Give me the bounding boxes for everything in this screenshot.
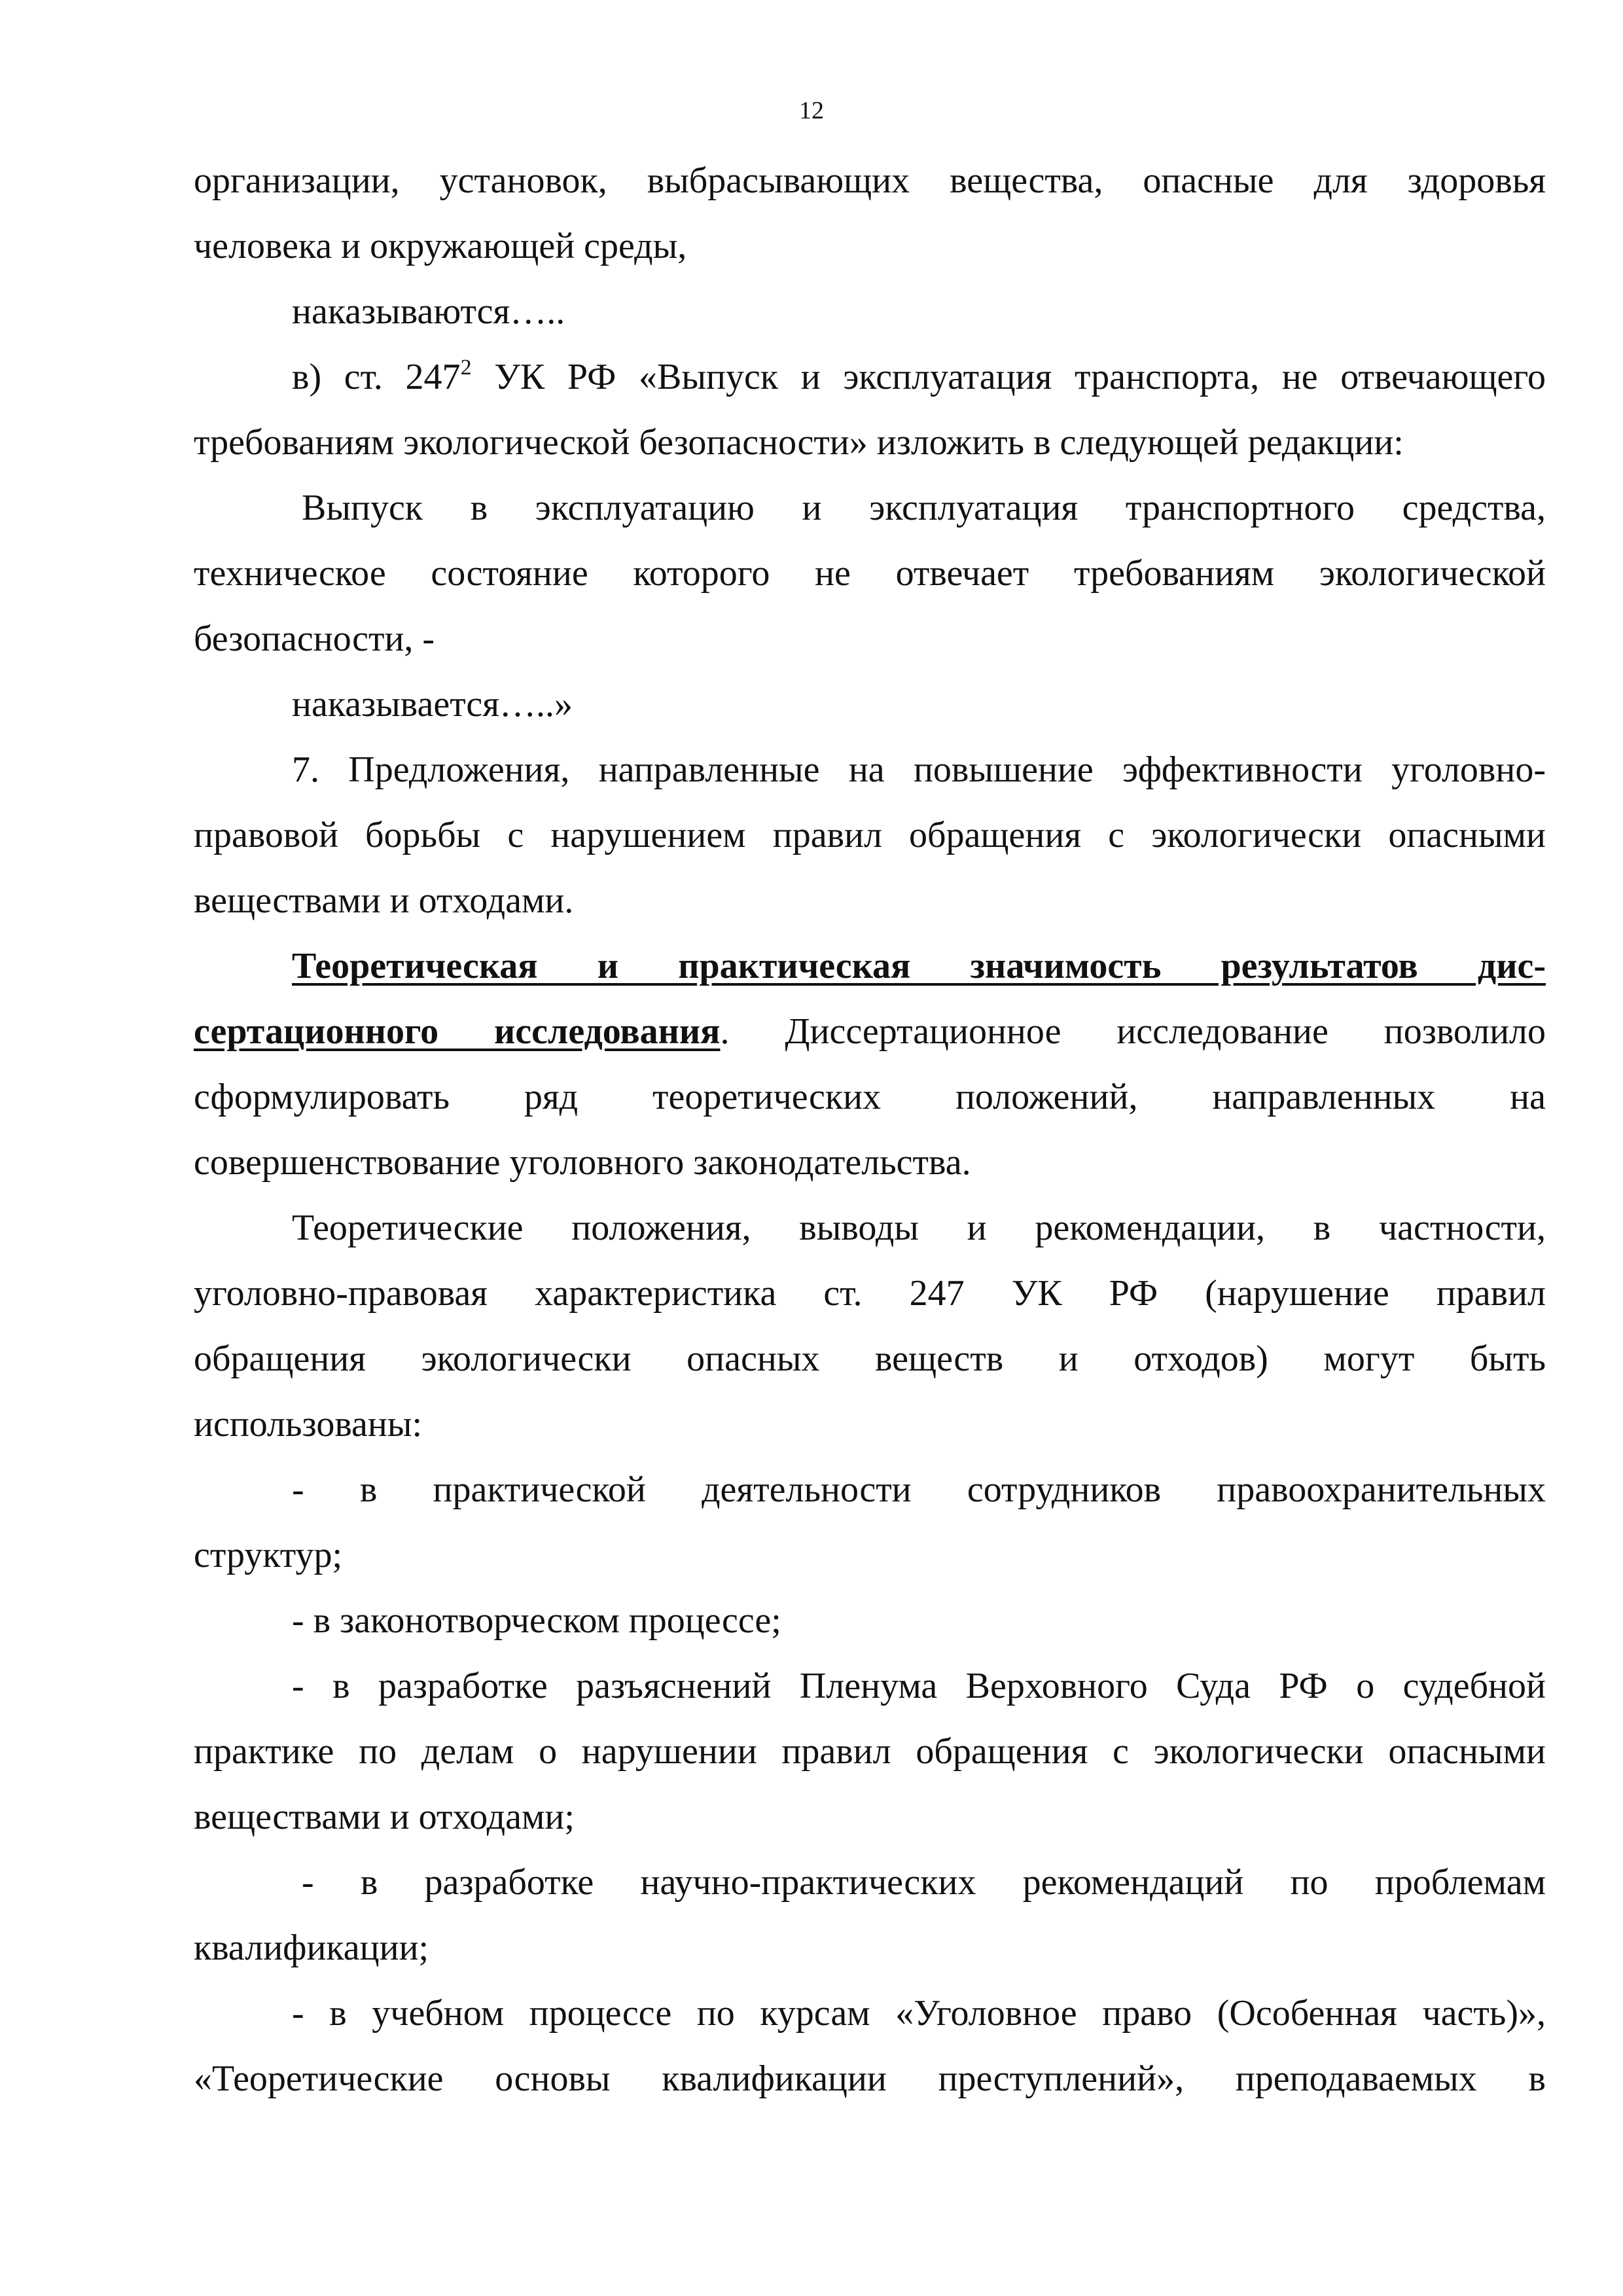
article-ref: в) ст. 247	[292, 357, 461, 397]
text-line	[194, 999, 1546, 1064]
document-body	[194, 148, 1546, 2111]
text-line: человека и окружающей среды,	[194, 226, 687, 266]
article-title: УК РФ «Выпуск и эксплуатация транспорта, не отвечающего	[471, 357, 1546, 397]
list-item-lawmaking	[194, 1588, 1546, 1653]
text-line: уголовно-правовая характеристика ст. 247 УК РФ (нарушение правил	[194, 1273, 1546, 1314]
text-line: практике по делам о нарушении правил обращения с экологически опасными	[194, 1731, 1546, 1772]
paragraph-organizations	[194, 148, 1546, 279]
paragraph-theoretical-provisions	[194, 1195, 1546, 1457]
section-heading: Теоретическая и практическая значимость результатов дис-	[292, 946, 1546, 986]
paragraph-article-247-2	[194, 344, 1546, 475]
paragraph-proposal-7	[194, 737, 1546, 933]
paragraph-release-transport	[194, 475, 1546, 672]
text-line: организации, установок, выбрасывающих вещества, опасные для здоровья	[194, 160, 1546, 201]
text-line: - в законотворческом процессе;	[292, 1600, 781, 1641]
text-line: обращения экологически опасных веществ и отходов) могут быть	[194, 1338, 1546, 1379]
text-line: - в практической деятельности сотрудников правоохранительных	[292, 1469, 1546, 1510]
text-line: - в учебном процессе по курсам «Уголовное право (Особенная часть)»,	[292, 1993, 1546, 2034]
text-line: требованиям экологической безопасности» изложить в следующей редакции:	[194, 422, 1404, 463]
text-line: наказываются…..	[292, 291, 565, 332]
paragraph-punishment-2	[194, 672, 1546, 737]
article-superscript: 2	[460, 355, 472, 380]
text-line: правовой борьбы с нарушением правил обращения с экологически опасными	[194, 815, 1546, 855]
text-line: сформулировать ряд теоретических положений, направленных на	[194, 1077, 1546, 1117]
text-line: наказывается…..»	[292, 684, 573, 725]
text-line: Теоретические положения, выводы и рекомендации, в частности,	[292, 1208, 1546, 1248]
paragraph-punishment-1	[194, 279, 1546, 344]
page-number: 12	[799, 97, 824, 124]
list-item-practice	[194, 1457, 1546, 1588]
list-item-plenum	[194, 1653, 1546, 1850]
text-line: структур;	[194, 1535, 343, 1575]
list-item-education	[194, 1981, 1546, 2111]
text-line: - в разработке научно-практических рекомендаций по проблемам	[302, 1862, 1546, 1903]
text-line: веществами и отходами;	[194, 1797, 575, 1837]
text-line: безопасности, -	[194, 619, 435, 659]
paragraph-significance	[194, 933, 1546, 1195]
text-line: - в разработке разъяснений Пленума Верховного Суда РФ о судебной	[292, 1666, 1546, 1706]
text-line: совершенствование уголовного законодательства.	[194, 1142, 971, 1183]
text-line: квалификации;	[194, 1928, 429, 1968]
section-heading-continuation: сертационного исследования	[194, 1011, 721, 1052]
list-item-recommendations	[194, 1850, 1546, 1981]
text-line	[194, 344, 1546, 410]
text-line: 7. Предложения, направленные на повышение эффективности уголовно-	[292, 749, 1546, 790]
text-line: «Теоретические основы квалификации преступлений», преподаваемых в	[194, 2058, 1546, 2099]
text-line: использованы:	[194, 1404, 423, 1444]
text-line: техническое состояние которого не отвечает требованиям экологической	[194, 553, 1546, 594]
heading-trailing-text: . Диссертационное исследование позволило	[720, 1011, 1546, 1052]
text-line: веществами и отходами.	[194, 880, 574, 921]
text-line: Выпуск в эксплуатацию и эксплуатация транспортного средства,	[302, 488, 1546, 528]
